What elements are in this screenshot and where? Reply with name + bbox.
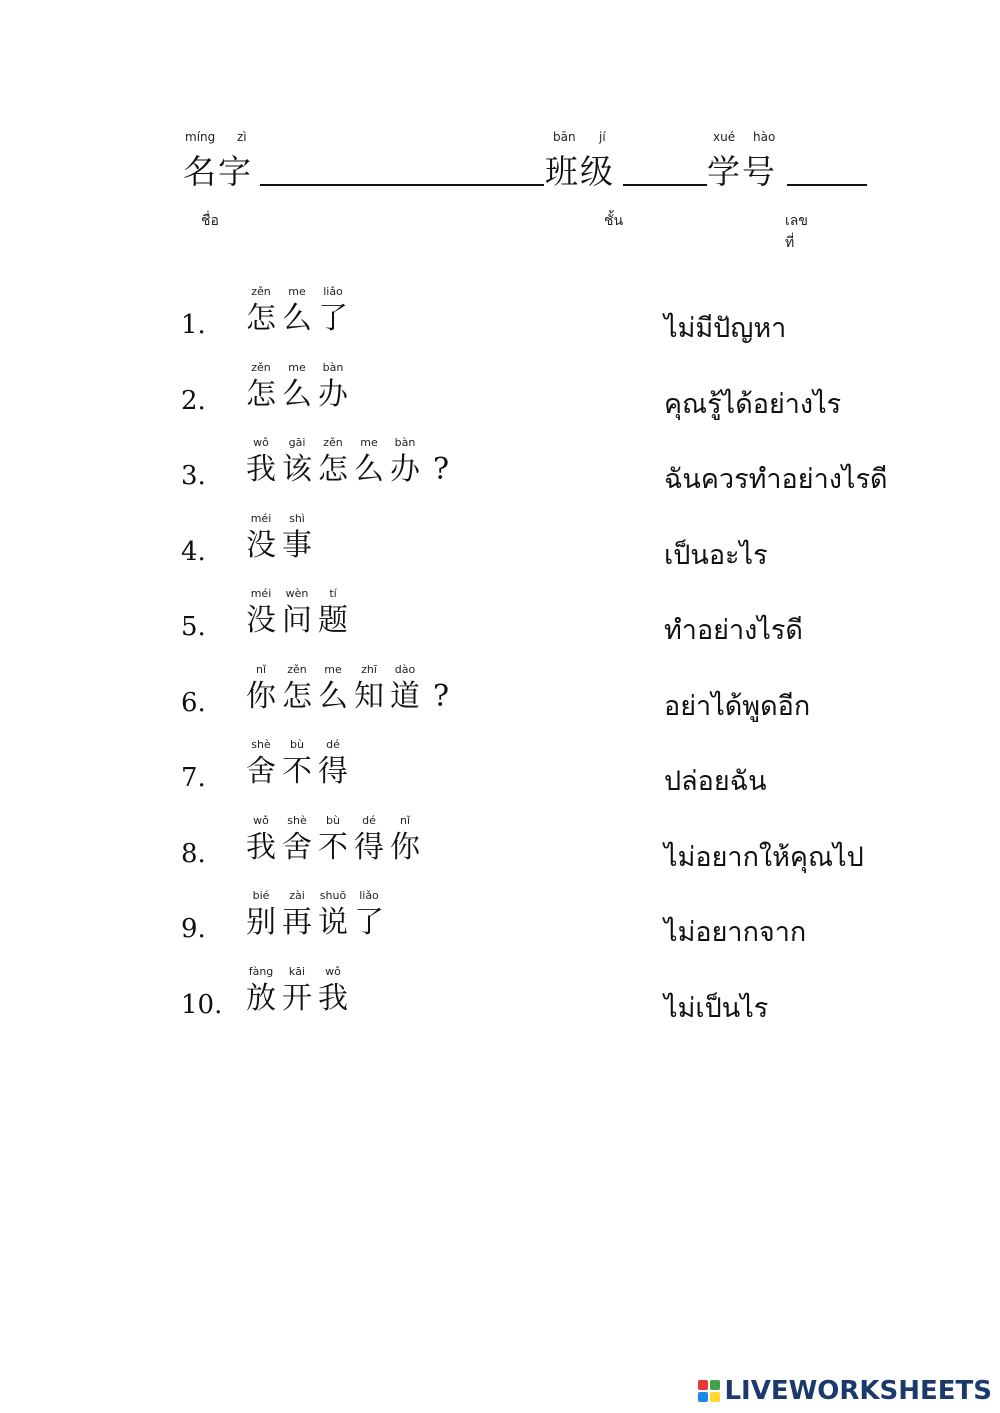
hanzi-with-pinyin [243,737,279,791]
item-number: 1. [181,310,206,340]
pinyin: shì [289,511,305,525]
hanzi: 么 [318,678,348,714]
student-number-label: 学号 [707,152,777,191]
hanzi-with-pinyin [351,888,387,942]
hanzi: 问 [282,603,312,638]
list-item [181,662,901,732]
hanzi-with-pinyin [243,662,279,716]
list-item [181,284,901,354]
hanzi: 别 [246,905,276,940]
liveworksheets-watermark [698,1377,992,1405]
pinyin: méi [250,511,272,525]
pinyin: zěn [287,662,307,676]
hanzi: 怎 [318,452,348,487]
item-number: 10. [181,989,223,1020]
logo-square-red [698,1380,708,1390]
hanzi-with-pinyin [315,360,351,414]
pinyin-ming: míng [185,130,216,144]
student-number-thai-label: เลขที่ [785,213,808,251]
item-number: 8. [181,838,206,869]
hanzi-with-pinyin [315,888,351,942]
hanzi-with-pinyin [279,888,315,942]
pinyin: nǐ [255,662,267,676]
hanzi-with-pinyin [315,284,351,338]
pinyin-ban: bān [553,130,576,144]
hanzi: 舍 [282,829,312,865]
hanzi: 得 [318,754,348,789]
hanzi: 开 [282,980,312,1016]
logo-square-green [710,1380,720,1390]
hanzi-with-pinyin [315,662,351,716]
pinyin-ji: jí [599,130,606,144]
hanzi: 办 [390,452,420,487]
hanzi-with-pinyin [387,813,423,867]
liveworksheets-logo-icon [698,1380,720,1402]
pinyin: shuō [319,889,347,902]
hanzi-with-pinyin [423,435,459,489]
hanzi: 么 [282,301,312,336]
list-item [181,586,901,656]
thai-translation[interactable]: ไม่มีปัญหา [664,313,787,344]
pinyin: me [360,436,378,449]
class-blank[interactable] [623,184,707,186]
hanzi-with-pinyin [315,586,351,640]
hanzi-with-pinyin [387,435,423,489]
hanzi-with-pinyin [279,813,315,867]
item-number: 9. [181,914,206,944]
pinyin: tí [329,587,337,600]
name-blank[interactable] [260,184,544,186]
hanzi: 你 [390,829,420,865]
pinyin: zěn [323,436,343,449]
list-item [181,888,901,958]
hanzi-with-pinyin [279,360,315,414]
pinyin: nǐ [399,813,411,827]
pinyin: dé [326,738,340,751]
thai-translation[interactable]: อย่าได้พูดอีก [664,690,811,722]
hanzi: 办 [318,376,348,412]
pinyin: bàn [322,360,344,374]
hanzi-with-pinyin [243,586,279,640]
hanzi: 不 [318,829,348,865]
pinyin: méi [250,587,272,600]
list-item [181,511,901,581]
thai-translation[interactable]: ปล่อยฉัน [664,766,767,797]
hanzi-with-pinyin [315,964,351,1018]
hanzi-with-pinyin [243,964,279,1018]
pinyin: zài [289,889,305,902]
pinyin: dào [394,662,416,676]
hanzi: 怎 [282,678,312,714]
class-thai-label: ชั้น [604,213,624,229]
hanzi: 不 [282,754,312,789]
hanzi-with-pinyin [243,511,279,565]
hanzi: ? [432,452,450,487]
hanzi-with-pinyin [279,586,315,640]
hanzi-with-pinyin [279,511,315,565]
item-number: 2. [181,385,206,416]
hanzi: 说 [318,905,348,940]
hanzi-with-pinyin [243,360,279,414]
pinyin: liǎo [359,889,379,902]
list-item [181,435,901,505]
pinyin: zěn [251,360,271,374]
hanzi: 再 [282,905,312,940]
hanzi-with-pinyin [315,813,351,867]
hanzi: 了 [318,301,348,336]
hanzi: 么 [282,376,312,412]
hanzi: 我 [318,980,348,1016]
list-item [181,813,901,883]
pinyin: kāi [288,964,306,978]
hanzi: 我 [246,452,276,487]
item-number: 5. [181,612,206,642]
hanzi-with-pinyin [315,737,351,791]
hanzi-with-pinyin [243,888,279,942]
class-label: 班级 [545,152,615,191]
hanzi: 道 [390,678,420,714]
pinyin: bù [290,738,304,751]
hanzi: 我 [246,829,276,865]
hanzi-with-pinyin [279,662,315,716]
hanzi: 事 [282,527,312,563]
item-number: 3. [181,461,206,491]
hanzi: 了 [354,905,384,940]
hanzi-with-pinyin [315,435,351,489]
pinyin [423,435,459,451]
pinyin: bàn [394,436,416,449]
thai-translation[interactable]: ไม่อยากให้คุณไป [664,841,864,873]
hanzi: 没 [246,527,276,563]
pinyin: bié [252,889,270,902]
student-number-blank[interactable] [787,184,867,186]
pinyin: shè [287,813,307,827]
hanzi: 题 [318,603,348,638]
pinyin: zěn [251,285,271,298]
pinyin: me [324,662,342,676]
list-item [181,964,901,1034]
hanzi-with-pinyin [279,435,315,489]
thai-translation[interactable]: ไม่เป็นไร [664,992,769,1024]
pinyin: shè [251,738,271,751]
pinyin-xue: xué [713,130,736,144]
logo-square-yellow [710,1392,720,1402]
pinyin: zhī [361,662,377,676]
list-item [181,360,901,430]
pinyin: wǒ [253,436,269,449]
hanzi: ? [432,678,450,714]
hanzi-with-pinyin [351,435,387,489]
hanzi: 该 [282,452,312,487]
item-number: 6. [181,687,206,718]
hanzi-with-pinyin [279,964,315,1018]
list-item [181,737,901,807]
liveworksheets-text: LIVEWORKSHEETS [724,1376,992,1406]
pinyin: liǎo [323,285,343,298]
thai-translation[interactable]: คุณรู้ได้อย่างไร [664,388,842,420]
pinyin: fàng [248,964,274,978]
pinyin: dé [362,813,376,827]
hanzi: 得 [354,829,384,865]
pinyin: me [288,360,306,374]
pinyin-zi: zì [237,130,247,144]
pinyin: gāi [288,436,306,449]
hanzi-with-pinyin [243,813,279,867]
thai-translation[interactable]: เป็นอะไร [664,539,768,571]
hanzi-with-pinyin [387,662,423,716]
pinyin-hao: hào [753,130,776,144]
pinyin: me [288,285,306,298]
hanzi: 你 [246,678,276,714]
hanzi-with-pinyin [279,284,315,338]
hanzi-with-pinyin [243,284,279,338]
hanzi-with-pinyin [279,737,315,791]
hanzi: 怎 [246,301,276,336]
thai-translation[interactable]: ฉันควรทำอย่างไรดี [664,464,888,495]
item-number: 4. [181,536,206,567]
thai-translation[interactable]: ทำอย่างไรดี [664,615,803,646]
hanzi-with-pinyin [423,662,459,716]
name-label: 名字 [183,152,253,191]
pinyin: wǒ [325,964,341,978]
pinyin: wǒ [253,813,269,827]
hanzi-with-pinyin [243,435,279,489]
name-thai-label: ชื่อ [201,213,219,229]
pinyin [423,662,459,678]
hanzi: 放 [246,980,276,1016]
hanzi: 知 [354,678,384,714]
hanzi: 没 [246,603,276,638]
hanzi: 怎 [246,376,276,412]
item-number: 7. [181,763,206,793]
pinyin: wèn [285,587,309,600]
hanzi-with-pinyin [351,662,387,716]
logo-square-blue [698,1392,708,1402]
hanzi: 舍 [246,754,276,789]
pinyin: bù [326,813,340,827]
hanzi: 么 [354,452,384,487]
thai-translation[interactable]: ไม่อยากจาก [664,917,807,948]
hanzi-with-pinyin [351,813,387,867]
